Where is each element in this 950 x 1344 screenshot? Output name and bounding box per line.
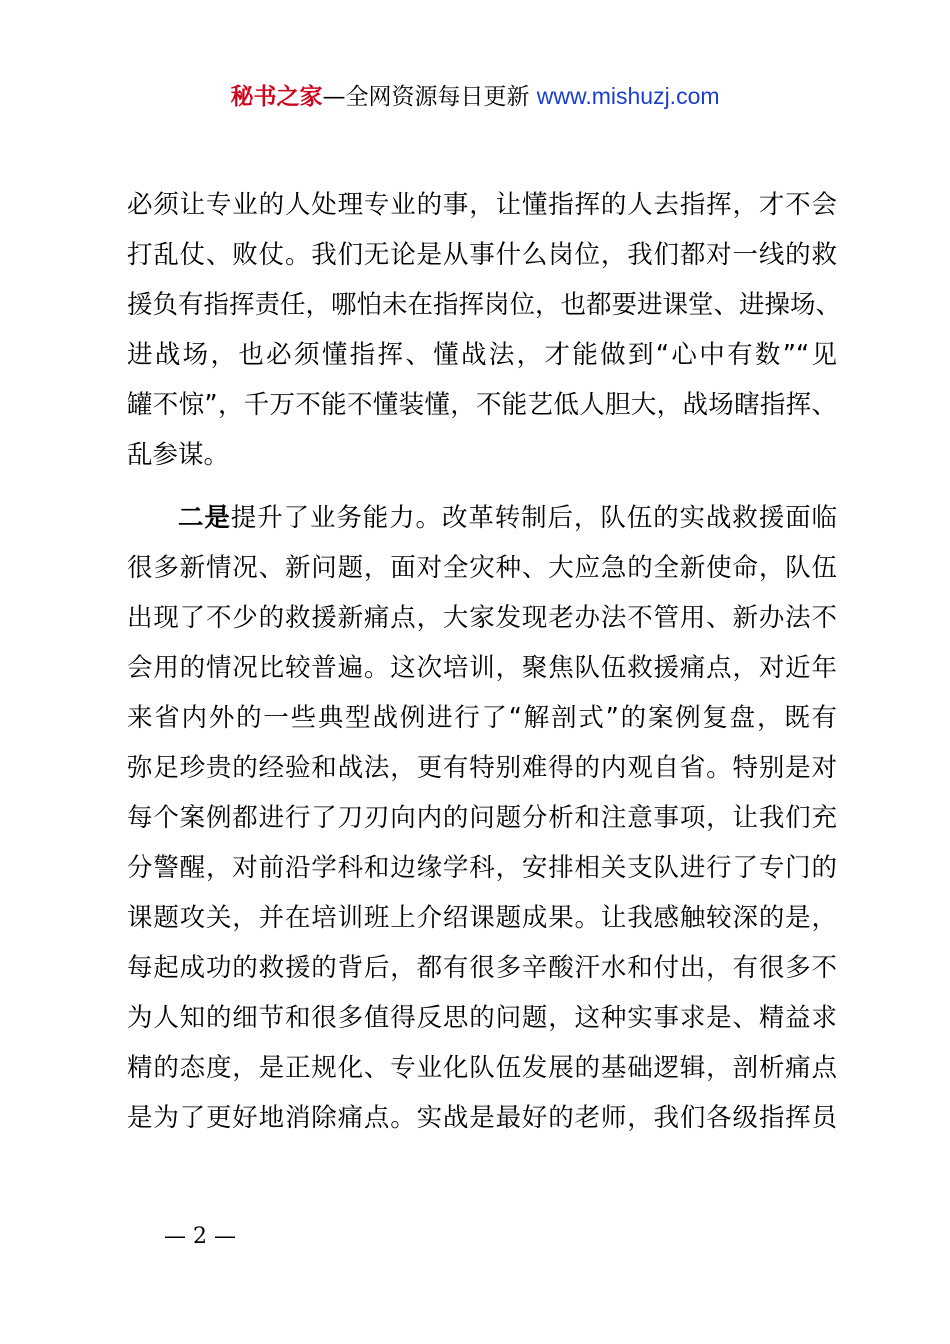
paragraph-lead: 二是 — [178, 503, 231, 533]
text-line: 出现了不少的救援新痛点，大家发现老办法不管用、新办法不 — [127, 603, 837, 633]
text-line: 每起成功的救援的背后，都有很多辛酸汗水和付出，有很多不 — [127, 953, 837, 983]
paragraph-2-first-line — [127, 493, 837, 543]
text-line: 必须让专业的人处理专业的事，让懂指挥的人去指挥，才不会 — [127, 190, 837, 220]
paragraph-2-first-text: 提升了业务能力。改革转制后，队伍的实战救援面临 — [230, 503, 837, 533]
site-header — [0, 78, 950, 115]
page-number: — 2 — — [164, 1224, 236, 1249]
text-line: 分警醒，对前沿学科和边缘学科，安排相关支队进行了专门的 — [127, 853, 837, 883]
text-line: 罐不惊”，千万不能不懂装懂，不能艺低人胆大，战场瞎指挥、 — [127, 390, 837, 420]
text-line: 是为了更好地消除痛点。实战是最好的老师，我们各级指挥员 — [127, 1103, 837, 1133]
site-tagline: —全网资源每日更新 — [322, 84, 530, 110]
text-line: 进战场，也必须懂指挥、懂战法，才能做到“心中有数”“见 — [127, 340, 837, 370]
site-brand: 秘书之家 — [230, 84, 323, 110]
site-url-link[interactable]: www.mishuzj.com — [536, 83, 720, 109]
text-line: 精的态度，是正规化、专业化队伍发展的基础逻辑，剖析痛点 — [127, 1053, 837, 1083]
document-body — [127, 180, 842, 1143]
text-line: 来省内外的一些典型战例进行了“解剖式”的案例复盘，既有 — [127, 703, 837, 733]
text-line: 会用的情况比较普遍。这次培训，聚焦队伍救援痛点，对近年 — [127, 653, 837, 683]
text-line: 打乱仗、败仗。我们无论是从事什么岗位，我们都对一线的救 — [127, 240, 837, 270]
text-line: 乱参谋。 — [127, 440, 230, 470]
text-line: 援负有指挥责任，哪怕未在指挥岗位，也都要进课堂、进操场、 — [127, 290, 842, 320]
text-line: 很多新情况、新问题，面对全灾种、大应急的全新使命，队伍 — [127, 553, 837, 583]
text-line: 课题攻关，并在培训班上介绍课题成果。让我感触较深的是， — [127, 903, 837, 933]
text-line: 为人知的细节和很多值得反思的问题，这种实事求是、精益求 — [127, 1003, 837, 1033]
text-line: 每个案例都进行了刀刃向内的问题分析和注意事项，让我们充 — [127, 803, 837, 833]
paragraph-1 — [127, 180, 842, 480]
paragraph-2 — [127, 493, 837, 1143]
text-line: 弥足珍贵的经验和战法，更有特别难得的内观自省。特别是对 — [127, 753, 837, 783]
